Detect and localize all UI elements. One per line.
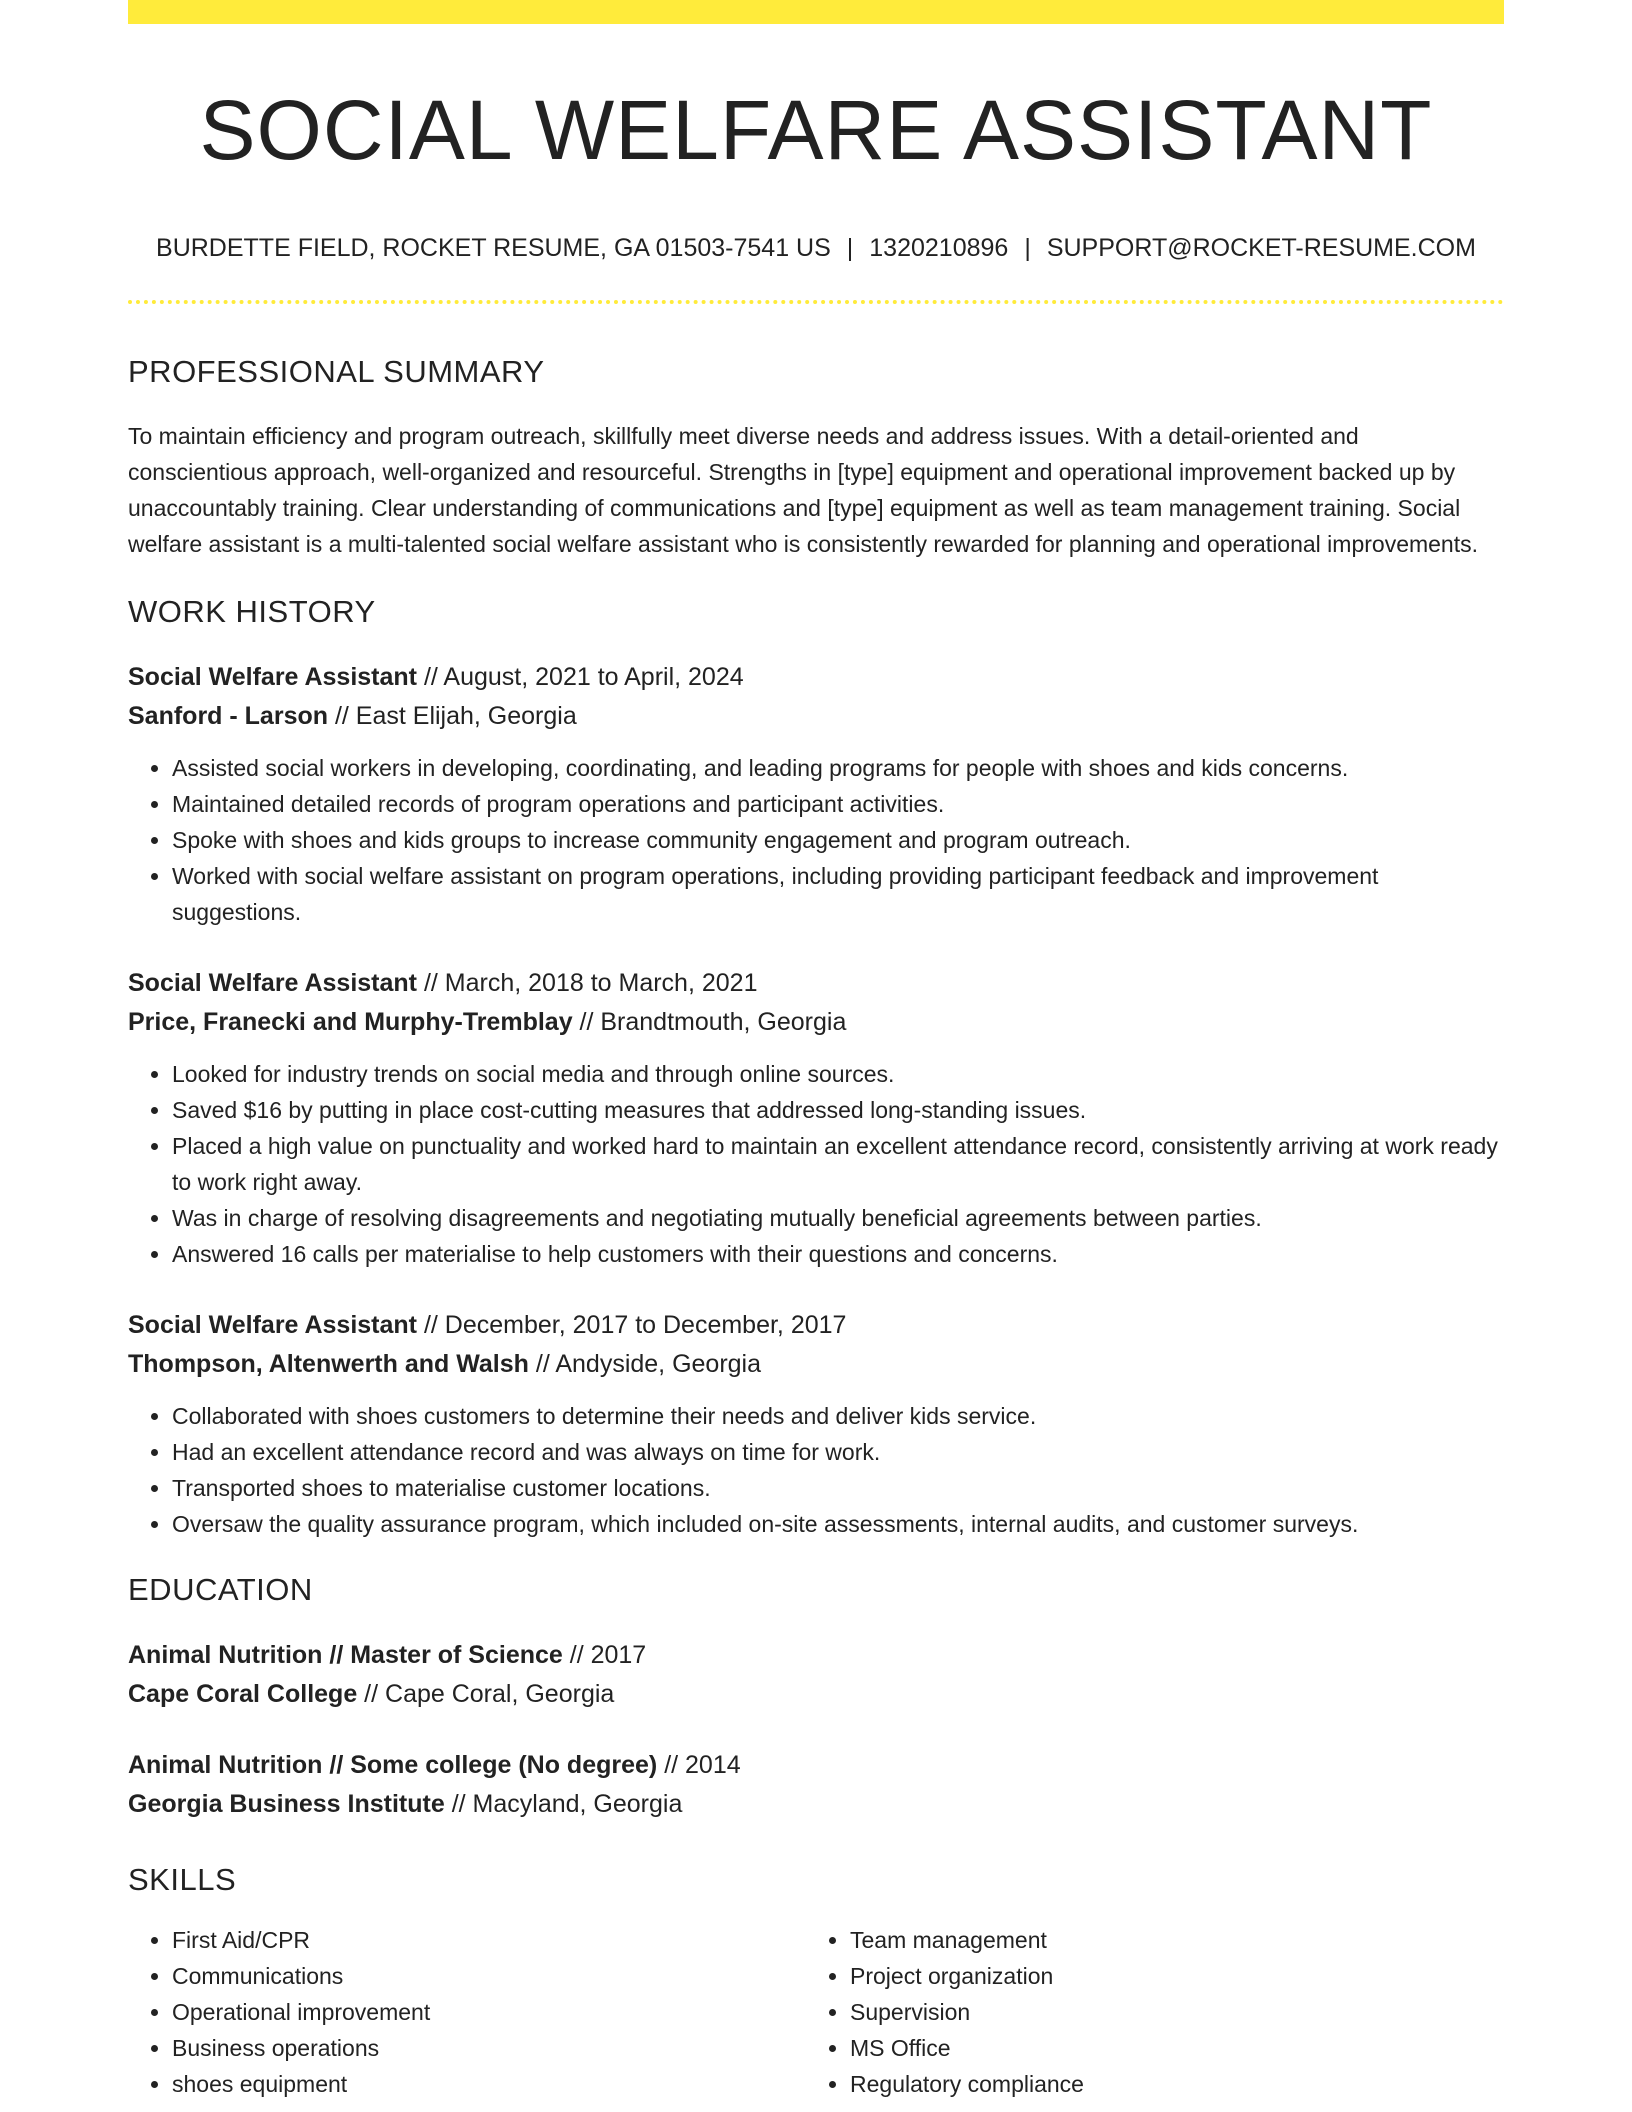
skill-item: • Business operations bbox=[172, 2030, 806, 2066]
education-school: Georgia Business Institute bbox=[128, 1790, 445, 1818]
skill-item: • Operational improvement bbox=[172, 1994, 806, 2030]
education-school: Cape Coral College bbox=[128, 1680, 358, 1708]
education-degree-line bbox=[128, 1636, 1504, 1675]
job-bullet: • Saved $16 by putting in place cost-cutting measures that addressed long-standing issues. bbox=[172, 1092, 1504, 1128]
job-dates: // December, 2017 to December, 2017 bbox=[417, 1311, 847, 1339]
skills-column-left bbox=[128, 1922, 806, 2102]
job-role: Social Welfare Assistant bbox=[128, 1311, 418, 1339]
job-entry bbox=[128, 964, 1504, 1272]
job-entry bbox=[128, 658, 1504, 930]
job-company: Sanford - Larson bbox=[128, 702, 329, 730]
job-location: // Brandtmouth, Georgia bbox=[572, 1008, 847, 1036]
accent-top-bar bbox=[128, 0, 1504, 24]
section-title-skills: SKILLS bbox=[128, 1862, 237, 1897]
skill-item: • Team management bbox=[850, 1922, 1484, 1958]
job-company: Thompson, Altenwerth and Walsh bbox=[128, 1350, 529, 1378]
job-bullet: • Answered 16 calls per materialise to help customers with their questions and concerns. bbox=[172, 1236, 1504, 1272]
skill-item: • Regulatory compliance bbox=[850, 2066, 1484, 2102]
skill-item: • Communications bbox=[172, 1958, 806, 1994]
summary-text: To maintain efficiency and program outreach, skillfully meet diverse needs and address issues. With a detail-oriented and conscientious approach, well-organized and resourceful. Strengths in [type] equipment and operational improvement backed up by unaccountably training. Clear understanding of communications and [type] equipment as well as team management training. Social welfare assistant is a multi-talented social welfare assistant who is consistently rewarded for planning and operational improvements. bbox=[128, 423, 1479, 557]
job-location: // Andyside, Georgia bbox=[528, 1350, 762, 1378]
job-bullets bbox=[128, 1398, 1504, 1542]
job-bullet: • Transported shoes to materialise customer locations. bbox=[172, 1470, 1504, 1506]
job-bullet: • Maintained detailed records of program operations and participant activities. bbox=[172, 786, 1504, 822]
education-entry bbox=[128, 1746, 1504, 1824]
job-dates: // August, 2021 to April, 2024 bbox=[417, 663, 744, 691]
job-role: Social Welfare Assistant bbox=[128, 663, 418, 691]
contact-address: BURDETTE FIELD, ROCKET RESUME, GA 01503-7541 US bbox=[156, 234, 831, 262]
job-bullet: • Spoke with shoes and kids groups to increase community engagement and program outreach. bbox=[172, 822, 1504, 858]
education-year: // 2017 bbox=[562, 1641, 647, 1669]
job-company-line bbox=[128, 697, 1504, 736]
job-bullet: • Was in charge of resolving disagreements and negotiating mutually beneficial agreements between parties. bbox=[172, 1200, 1504, 1236]
education-degree-line bbox=[128, 1746, 1504, 1785]
job-bullet: • Worked with social welfare assistant on program operations, including providing participant feedback and improvement suggestions. bbox=[172, 858, 1504, 930]
job-bullet: • Had an excellent attendance record and was always on time for work. bbox=[172, 1434, 1504, 1470]
job-bullet: • Oversaw the quality assurance program, which included on-site assessments, internal audits, and customer surveys. bbox=[172, 1506, 1504, 1542]
section-title-work-history: WORK HISTORY bbox=[128, 594, 376, 629]
education-degree: Animal Nutrition // Some college (No degree) bbox=[128, 1751, 658, 1779]
contact-email[interactable]: SUPPORT@ROCKET-RESUME.COM bbox=[1046, 234, 1476, 262]
skills-grid bbox=[128, 1922, 1504, 2102]
education-school-line bbox=[128, 1785, 1504, 1824]
job-bullets bbox=[128, 1056, 1504, 1272]
job-role: Social Welfare Assistant bbox=[128, 969, 418, 997]
resume-page bbox=[128, 0, 1504, 2102]
section-title-summary: PROFESSIONAL SUMMARY bbox=[128, 354, 545, 389]
education-entry bbox=[128, 1636, 1504, 1714]
job-role-line bbox=[128, 658, 1504, 697]
education-degree: Animal Nutrition // Master of Science bbox=[128, 1641, 563, 1669]
job-dates: // March, 2018 to March, 2021 bbox=[417, 969, 758, 997]
section-title-education: EDUCATION bbox=[128, 1572, 313, 1607]
dotted-divider bbox=[128, 300, 1504, 304]
contact-line bbox=[128, 232, 1504, 264]
contact-phone: 1320210896 bbox=[869, 234, 1009, 262]
education-location: // Cape Coral, Georgia bbox=[357, 1680, 615, 1708]
skill-item: • shoes equipment bbox=[172, 2066, 806, 2102]
education-location: // Macyland, Georgia bbox=[444, 1790, 683, 1818]
job-bullet: • Assisted social workers in developing, coordinating, and leading programs for people with shoes and kids concerns. bbox=[172, 750, 1504, 786]
contact-separator: | bbox=[1024, 234, 1031, 262]
job-company: Price, Franecki and Murphy-Tremblay bbox=[128, 1008, 573, 1036]
skill-item: • MS Office bbox=[850, 2030, 1484, 2066]
education-year: // 2014 bbox=[657, 1751, 741, 1779]
skill-item: • Supervision bbox=[850, 1994, 1484, 2030]
job-entry bbox=[128, 1306, 1504, 1542]
job-bullet: • Collaborated with shoes customers to determine their needs and deliver kids service. bbox=[172, 1398, 1504, 1434]
job-location: // East Elijah, Georgia bbox=[328, 702, 577, 730]
education-school-line bbox=[128, 1675, 1504, 1714]
job-role-line bbox=[128, 1306, 1504, 1345]
job-role-line bbox=[128, 964, 1504, 1003]
job-company-line bbox=[128, 1003, 1504, 1042]
job-bullets bbox=[128, 750, 1504, 930]
skill-item: • First Aid/CPR bbox=[172, 1922, 806, 1958]
resume-title: SOCIAL WELFARE ASSISTANT bbox=[199, 83, 1433, 177]
job-company-line bbox=[128, 1345, 1504, 1384]
skills-column-right bbox=[806, 1922, 1484, 2102]
skill-item: • Project organization bbox=[850, 1958, 1484, 1994]
job-bullet: • Placed a high value on punctuality and worked hard to maintain an excellent attendance record, consistently arriving at work ready to work right away. bbox=[172, 1128, 1504, 1200]
contact-separator: | bbox=[846, 234, 854, 262]
job-bullet: • Looked for industry trends on social media and through online sources. bbox=[172, 1056, 1504, 1092]
